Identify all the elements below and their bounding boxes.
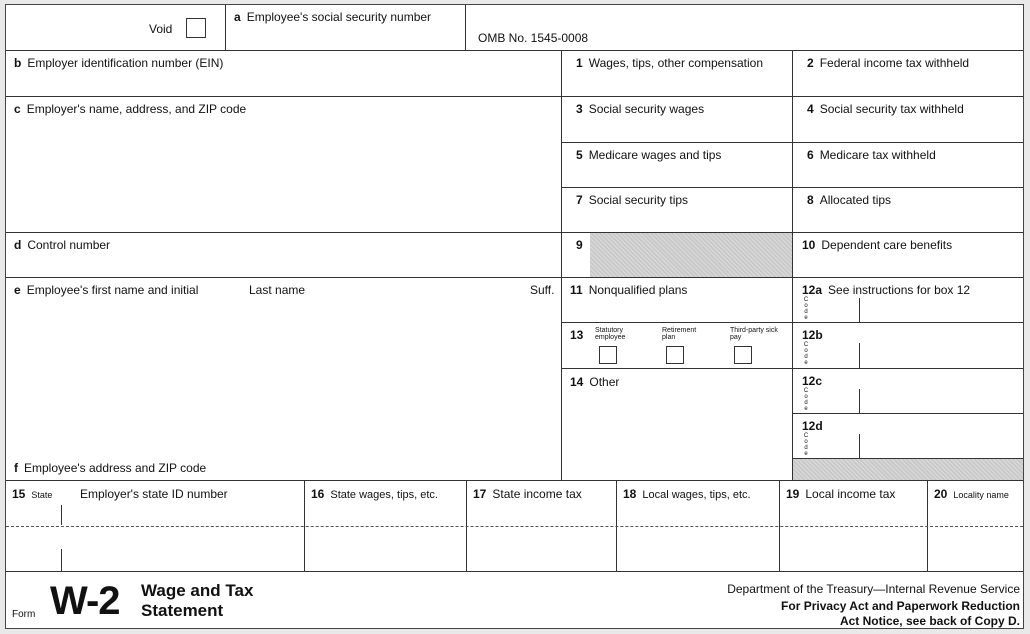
void-label: Void: [149, 22, 173, 36]
box-c-employer-name[interactable]: [6, 97, 562, 233]
retirement-plan-checkbox[interactable]: [666, 346, 684, 364]
box-13-third-party-label: Third-party sick pay: [730, 327, 778, 341]
box-18-label: 18 Local wages, tips, etc.: [623, 487, 751, 501]
form-code: W-2: [50, 579, 120, 623]
box-6-medicare-tax[interactable]: [793, 143, 1023, 188]
state-row-dashed-divider: [6, 526, 1023, 527]
box-12c-label: 12c: [802, 374, 823, 388]
box-13: [562, 323, 793, 369]
box-c-label: c Employer's name, address, and ZIP code: [14, 102, 247, 116]
box-10-dependent-care[interactable]: [793, 233, 1023, 278]
box-4-label: 4 Social security tax withheld: [807, 102, 964, 116]
box-14-label: 14 Other: [570, 375, 620, 389]
box-4-ss-tax[interactable]: [793, 97, 1023, 143]
box-1-wages[interactable]: [562, 51, 793, 97]
box-17-label: 17 State income tax: [473, 487, 582, 501]
box-8-label: 8 Allocated tips: [807, 193, 892, 207]
box-11-label: 11 Nonqualified plans: [570, 283, 688, 297]
box-1-label: 1 Wages, tips, other compensation: [576, 56, 763, 70]
box-12d-code-label: Code: [803, 433, 809, 457]
box-d-control-number[interactable]: [6, 233, 562, 278]
box-5-label: 5 Medicare wages and tips: [576, 148, 722, 162]
privacy-notice-line2: Act Notice, see back of Copy D.: [839, 614, 1020, 628]
box-9-shaded-area: [590, 233, 792, 277]
box-e-label: e Employee's first name and initial: [14, 283, 199, 297]
void-cell: [6, 5, 226, 51]
box-2-label: 2 Federal income tax withheld: [807, 56, 970, 70]
box-2-federal-tax[interactable]: [793, 51, 1023, 97]
box-12a-label: 12a See instructions for box 12: [802, 283, 971, 297]
omb-cell: [466, 5, 1023, 51]
w2-form: [5, 4, 1024, 629]
form-footer: [6, 572, 1023, 628]
omb-number: OMB No. 1545-0008: [478, 31, 589, 45]
void-checkbox[interactable]: [186, 18, 206, 38]
box-a-ssn[interactable]: [226, 5, 466, 51]
privacy-notice-line1: For Privacy Act and Paperwork Reduction: [781, 599, 1020, 613]
box-f-label: f Employee's address and ZIP code: [14, 461, 207, 475]
box-16-label: 16 State wages, tips, etc.: [311, 487, 438, 501]
box-a-label: a Employee's social security number: [234, 10, 432, 24]
box-13-label: 13: [570, 328, 584, 342]
box-12c[interactable]: [793, 369, 1023, 414]
box-12c-divider: [859, 389, 860, 413]
box-b-ein[interactable]: [6, 51, 562, 97]
box-e-last-name: Last name: [249, 283, 306, 297]
box-7-ss-tips[interactable]: [562, 188, 793, 233]
form-title-line1: Wage and Tax: [141, 581, 254, 600]
box-15-label: 15 State: [12, 487, 53, 501]
box-12a-code-label: Code: [803, 297, 809, 321]
box-13-statutory-label: Statutory employee: [595, 327, 626, 341]
statutory-employee-checkbox[interactable]: [599, 346, 617, 364]
box-12b-code-label: Code: [803, 342, 809, 366]
box-9-label: 9: [576, 238, 583, 252]
box-13-retirement-label: Retirement plan: [662, 327, 697, 341]
box-5-medicare-wages[interactable]: [562, 143, 793, 188]
box-12c-code-label: Code: [803, 388, 809, 412]
box-12b[interactable]: [793, 323, 1023, 369]
box-20-label: 20 Locality name: [934, 487, 1009, 501]
box-e-f-employee[interactable]: [6, 278, 562, 481]
box-12b-divider: [859, 343, 860, 368]
box-8-allocated-tips[interactable]: [793, 188, 1023, 233]
box-3-label: 3 Social security wages: [576, 102, 705, 116]
box-15-divider-bottom: [61, 549, 62, 571]
box-15-divider-top: [61, 505, 62, 525]
box-12a[interactable]: [793, 278, 1023, 323]
box-d-label: d Control number: [14, 238, 111, 252]
box-15-employer-id-label: Employer's state ID number: [80, 487, 228, 501]
form-title-line2: Statement: [141, 601, 224, 620]
box-12a-divider: [859, 298, 860, 322]
box-11-nonqualified[interactable]: [562, 278, 793, 323]
box-12b-label: 12b: [802, 328, 823, 342]
box-12-shaded-strip: [793, 459, 1023, 481]
box-12d[interactable]: [793, 414, 1023, 459]
box-14-other[interactable]: [562, 369, 793, 481]
irs-agency: Department of the Treasury—Internal Revenue Service: [727, 582, 1020, 596]
box-12d-divider: [859, 434, 860, 458]
box-10-label: 10 Dependent care benefits: [802, 238, 953, 252]
box-6-label: 6 Medicare tax withheld: [807, 148, 936, 162]
box-7-label: 7 Social security tips: [576, 193, 689, 207]
third-party-sick-pay-checkbox[interactable]: [734, 346, 752, 364]
box-3-ss-wages[interactable]: [562, 97, 793, 143]
form-word: Form: [12, 609, 36, 620]
box-19-label: 19 Local income tax: [786, 487, 896, 501]
box-b-label: b Employer identification number (EIN): [14, 56, 224, 70]
box-e-suffix: Suff.: [530, 283, 555, 297]
box-12d-label: 12d: [802, 419, 823, 433]
box-9: [562, 233, 793, 278]
